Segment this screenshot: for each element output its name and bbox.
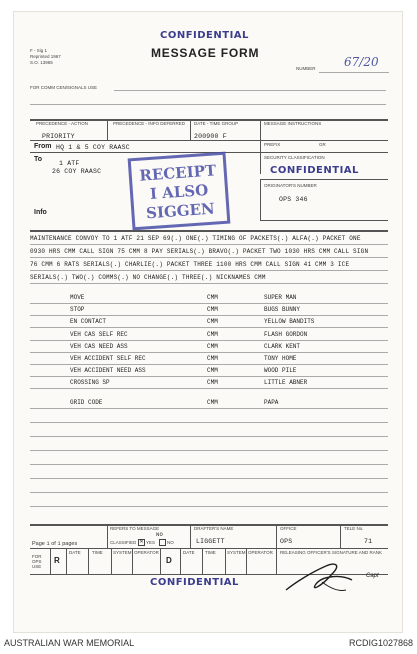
- d-system-label: SYSTEM: [227, 550, 246, 555]
- nickname-sep: CMM: [207, 355, 218, 362]
- ruled-line: [30, 340, 388, 341]
- originator-value: OPS 346: [279, 196, 308, 203]
- r-label: R: [54, 556, 60, 565]
- drafter-value: LIGGETT: [196, 538, 225, 545]
- top-classification: CONFIDENTIAL: [160, 30, 249, 41]
- office-value: OPS: [280, 538, 293, 545]
- dtg-value: 200900 F: [194, 133, 227, 140]
- form-ref-1: F - Sig 1: [30, 48, 48, 53]
- r-time-label: TIME: [92, 550, 103, 555]
- to-line-1: 1 ATF: [59, 160, 80, 167]
- nickname-name: YELLOW BANDITS: [264, 318, 315, 326]
- drafter-label: DRAFTER'S NAME: [194, 526, 234, 531]
- form-ref-2: Reprinted 1967: [30, 54, 61, 59]
- to-line-2: 26 COY RAASC: [52, 168, 102, 175]
- yes-label: YES: [146, 540, 156, 545]
- d-label: D: [166, 556, 172, 565]
- receipt-stamp: [128, 152, 231, 231]
- refers-label: REFERS TO MESSAGE: [110, 526, 160, 531]
- tele-label: TELE No.: [344, 526, 364, 531]
- nickname-sep: CMM: [207, 330, 218, 338]
- grid-code-sep: CMM: [207, 399, 218, 406]
- form-ref-3: S.O. 13965: [30, 60, 53, 65]
- from-value: HQ 1 & 5 COY RAASC: [56, 144, 130, 151]
- archive-name: AUSTRALIAN WAR MEMORIAL: [4, 638, 135, 648]
- prec-action-value: PRIORITY: [42, 133, 75, 140]
- nickname-sep: CMM: [207, 379, 218, 387]
- message-line-4: SERIALS(.) TWO(.) COMMS(.) NO CHANGE(.) THREE(.) NICKNAMES CMM: [30, 274, 266, 281]
- stamp-line-1: RECEIPT: [138, 161, 217, 185]
- releasing-label: RELEASING OFFICER'S SIGNATURE AND RANK: [280, 550, 383, 555]
- from-label: From: [34, 143, 52, 150]
- nickname-event: EN CONTACT: [70, 318, 107, 326]
- archive-id: RCDIG1027868: [348, 638, 413, 648]
- d-time-label: TIME: [205, 550, 216, 555]
- number-value: 67/20: [344, 55, 379, 69]
- page-value: 1: [46, 540, 50, 547]
- nickname-sep: CMM: [207, 294, 218, 301]
- prec-action-label: PRECEDENCE - ACTION: [36, 121, 89, 126]
- rank-value: Capt: [366, 573, 379, 579]
- stamp-line-2: I ALSO: [149, 180, 209, 204]
- d-operator-label: OPERATOR: [248, 550, 273, 555]
- of-value: 1: [57, 540, 61, 547]
- number-label: NUMBER: [296, 66, 316, 71]
- nickname-name: BUGS BUNNY: [264, 306, 301, 314]
- dtg-label: DATE - TIME GROUP: [194, 121, 239, 126]
- nickname-event: VEH ACCIDENT SELF REC: [70, 355, 146, 362]
- nickname-name: FLASH GORDON: [264, 330, 308, 338]
- ruled-line: [30, 315, 388, 316]
- no-label: NO: [167, 540, 174, 545]
- nickname-event: VEH CAS NEED ASS: [70, 342, 128, 350]
- pages-label: pages: [62, 541, 78, 547]
- originator-label: ORIGINATOR'S NUMBER: [264, 183, 317, 188]
- bottom-classification: CONFIDENTIAL: [150, 577, 239, 588]
- of-label: of: [51, 541, 56, 547]
- instructions-label: MESSAGE INSTRUCTIONS: [264, 121, 322, 126]
- d-date-label: DATE: [183, 550, 195, 555]
- nickname-sep: CMM: [207, 318, 218, 326]
- ruled-line: [30, 388, 388, 389]
- for-ops-use-label: FOR OPS USE: [32, 554, 42, 569]
- nickname-event: STOP: [70, 306, 85, 314]
- nickname-name: TONY HOME: [264, 355, 297, 362]
- nickname-name: CLARK KENT: [264, 342, 301, 350]
- ruled-line: [30, 376, 388, 377]
- stamp-line-3: SIGGEN: [145, 199, 216, 223]
- prefix-label: PREFIX: [264, 142, 281, 147]
- nickname-sep: CMM: [207, 342, 218, 350]
- signature: [282, 552, 362, 600]
- classified-no-checkbox[interactable]: [159, 539, 166, 546]
- r-date-label: DATE: [69, 550, 81, 555]
- page-label: Page: [32, 541, 45, 547]
- security-value: CONFIDENTIAL: [270, 165, 359, 176]
- grid-code-event: GRID CODE: [70, 399, 103, 406]
- ruled-line: [30, 303, 388, 304]
- nickname-name: SUPER MAN: [264, 294, 297, 301]
- nickname-event: VEH ACCIDENT NEED ASS: [70, 367, 146, 375]
- nickname-name: WOOD PILE: [264, 367, 297, 375]
- nickname-event: MOVE: [70, 294, 85, 301]
- info-label: Info: [34, 209, 47, 216]
- classified-yes-checkbox[interactable]: ✕: [139, 539, 144, 545]
- no-mark: NO: [156, 531, 164, 538]
- message-line-2: 0930 HRS CMM CALL SIGN 75 CMM 8 PAY SERIALS(.) BRAVO(.) PACKET TWO 1030 HRS CMM CALL SIGN: [30, 248, 369, 255]
- ruled-line: [30, 352, 388, 353]
- grid-code-name: PAPA: [264, 399, 279, 406]
- to-label: To: [34, 156, 43, 163]
- nickname-event: CROSSING SP: [70, 379, 110, 387]
- classified-label: CLASSIFIED: [110, 540, 137, 545]
- message-form-sheet: [14, 12, 402, 632]
- form-title: MESSAGE FORM: [151, 46, 260, 60]
- message-line-3: 76 CMM 6 RATS SERIALS(.) CHARLIE(.) PACKET THREE 1100 HRS CMM CALL SIGN 41 CMM 3 ICE: [30, 261, 350, 268]
- r-operator-label: OPERATOR: [134, 550, 159, 555]
- office-label: OFFICE: [280, 526, 297, 531]
- prec-info-label: PRECEDENCE - INFO DEFERRED: [112, 121, 185, 126]
- gr-label: GR: [319, 142, 326, 147]
- nickname-sep: CMM: [207, 367, 218, 375]
- tele-value: 71: [364, 538, 373, 545]
- nickname-sep: CMM: [207, 306, 218, 314]
- security-label: SECURITY CLASSIFICATION: [264, 155, 325, 160]
- r-system-label: SYSTEM: [113, 550, 132, 555]
- ruled-line: [30, 327, 388, 328]
- nickname-event: VEH CAS SELF REC: [70, 330, 128, 338]
- nickname-name: LITTLE ABNER: [264, 379, 308, 387]
- ruled-line: [30, 364, 388, 365]
- archive-footer: [0, 634, 417, 654]
- message-line-1: MAINTENANCE CONVOY TO 1 ATF 21 SEP 69(.) ONE(.) TIMING OF PACKETS(.) ALFA(.) PACKET ONE: [30, 235, 361, 242]
- comcen-label: FOR COMM CEN/SIGNALS USE: [30, 85, 98, 90]
